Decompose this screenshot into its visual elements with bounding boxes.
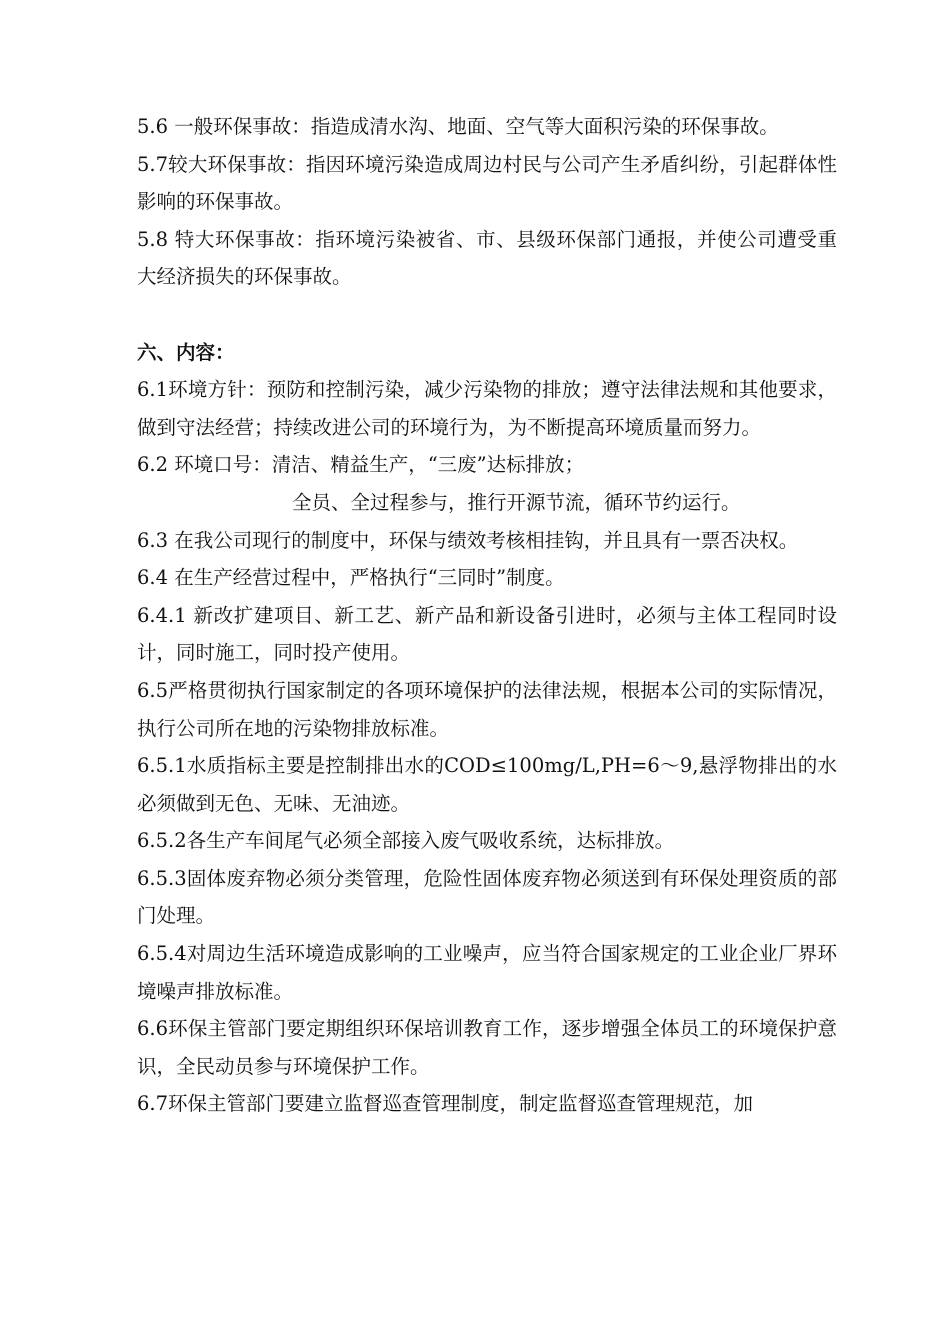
clause-6-5-3: 6.5.3固体废弃物必须分类管理，危险性固体废弃物必须送到有环保处理资质的部门处理。 <box>137 866 837 928</box>
clause-6-2: 6.2 环境口号：清洁、精益生产，“三废”达标排放； <box>137 453 585 477</box>
clause-6-5-2: 6.5.2各生产车间尾气必须全部接入废气吸收系统，达标排放。 <box>137 829 675 853</box>
clause-6-5-1: 6.5.1水质指标主要是控制排出水的COD≤100mg/L,PH=6～9,悬浮物排出的水必须做到无色、无味、无油迹。 <box>137 754 837 815</box>
section-spacer <box>137 296 837 334</box>
clause-5-8: 5.8 特大环保事故：指环境污染被省、市、县级环保部门通报，并使公司遭受重大经济损失的环保事故。 <box>137 227 837 289</box>
clause-6-5-4: 6.5.4对周边生活环境造成影响的工业噪声，应当符合国家规定的工业企业厂界环境噪声排放标准。 <box>137 942 837 1003</box>
clause-5-6: 5.6 一般环保事故：指造成清水沟、地面、空气等大面积污染的环保事故。 <box>137 115 779 138</box>
clause-6-3: 6.3 在我公司现行的制度中，环保与绩效考核相挂钩，并且具有一票否决权。 <box>137 528 799 552</box>
section-6-heading: 六、内容： <box>137 340 235 364</box>
clause-6-2-continuation: 全员、全过程参与，推行开源节流，循环节约运行。 <box>292 490 741 514</box>
clause-6-7: 6.7环保主管部门要建立监督巡查管理制度，制定监督巡查管理规范，加 <box>137 1092 754 1116</box>
clause-6-4-1: 6.4.1 新改扩建项目、新工艺、新产品和新设备引进时，必须与主体工程同时设计，同时施工，同时投产使用。 <box>137 603 837 665</box>
clause-6-5: 6.5严格贯彻执行国家制定的各项环境保护的法律法规，根据本公司的实际情况，执行公司所在地的污染物排放标准。 <box>137 678 837 740</box>
clause-6-6: 6.6环保主管部门要定期组织环保培训教育工作，逐步增强全体员工的环境保护意识，全民动员参与环境保护工作。 <box>137 1017 837 1078</box>
clause-6-4: 6.4 在生产经营过程中，严格执行“三同时”制度。 <box>137 566 565 590</box>
document-page <box>137 108 837 1123</box>
clause-6-1: 6.1环境方针：预防和控制污染，减少污染物的排放；遵守法律法规和其他要求，做到守法经营；持续改进公司的环境行为，为不断提高环境质量而努力。 <box>137 378 837 439</box>
clause-5-7: 5.7较大环保事故：指因环境污染造成周边村民与公司产生矛盾纠纷，引起群体性影响的环保事故。 <box>137 152 837 214</box>
